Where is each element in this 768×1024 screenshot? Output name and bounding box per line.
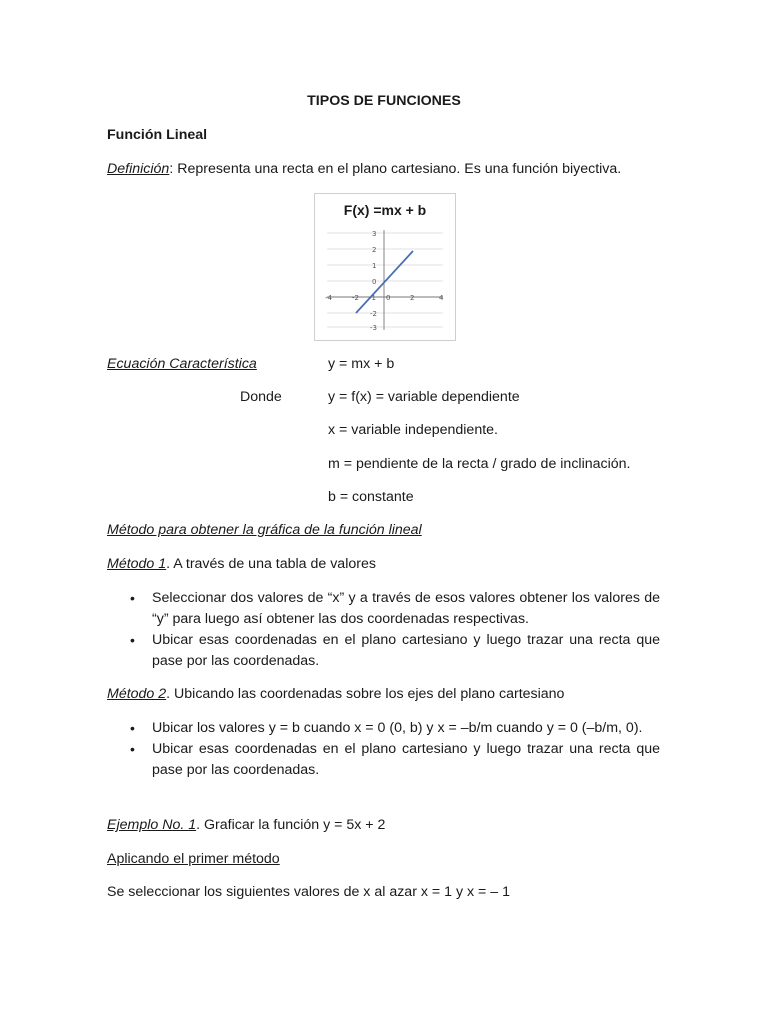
list-item: • Ubicar esas coordenadas en el plano cartesiano y luego trazar una recta que pase por las coordenadas. <box>107 739 660 781</box>
x-tick-label: 0 <box>386 294 391 302</box>
graph-plot <box>315 194 455 340</box>
y-tick-label: 0 <box>372 278 377 286</box>
y-tick-label: -3 <box>370 324 377 332</box>
section-heading: Función Lineal <box>107 127 208 143</box>
x-tick-label: -2 <box>352 294 359 302</box>
method2-paragraph <box>107 685 564 703</box>
method1-paragraph <box>107 555 376 573</box>
y-tick-label: 1 <box>372 262 377 270</box>
equation-label-line <box>107 355 257 373</box>
graph-gridlines <box>327 233 443 327</box>
definition-paragraph <box>107 160 621 178</box>
method-heading-line <box>107 521 422 539</box>
equation-item: y = f(x) = variable dependiente <box>328 389 520 405</box>
method1-text: . A través de una tabla de valores <box>166 556 376 572</box>
y-tick-label: -2 <box>370 310 377 318</box>
equation-formula: y = mx + b <box>328 356 395 372</box>
document-title: TIPOS DE FUNCIONES <box>307 93 461 109</box>
equation-item: x = variable independiente. <box>328 422 498 438</box>
select-values-text: Se seleccionar los siguientes valores de x al azar x = 1 y x = – 1 <box>107 884 510 900</box>
example-label: Ejemplo No. 1 <box>107 817 197 833</box>
apply-heading-line <box>107 850 280 868</box>
apply-heading: Aplicando el primer método <box>107 851 280 867</box>
x-tick-label: -1 <box>369 294 376 302</box>
function-line <box>356 251 413 313</box>
equation-label: Ecuación Característica <box>107 356 257 372</box>
example-paragraph <box>107 816 385 834</box>
method2-text: . Ubicando las coordenadas sobre los ejes del plano cartesiano <box>166 686 565 702</box>
list-item: • Seleccionar dos valores de “x” y a través de esos valores obtener los valores de “y” para luego así obtener las dos coordenadas respectivas. <box>107 588 660 630</box>
y-tick-label: 2 <box>372 246 377 254</box>
method2-label: Método 2 <box>107 686 167 702</box>
list-item: • Ubicar los valores y = b cuando x = 0 (0, b) y x = –b/m cuando y = 0 (–b/m, 0). <box>107 718 660 739</box>
example-text: . Graficar la función y = 5x + 2 <box>196 817 386 833</box>
x-tick-label: 2 <box>410 294 415 302</box>
method-heading: Método para obtener la gráfica de la función lineal <box>107 522 422 538</box>
equation-item: m = pendiente de la recta / grado de inclinación. <box>328 456 631 472</box>
method2-bullet-list <box>107 718 660 781</box>
definition-text: : Representa una recta en el plano cartesiano. Es una función biyectiva. <box>169 161 622 177</box>
where-label: Donde <box>240 389 282 405</box>
graph-title: F(x) =mx + b <box>343 202 427 218</box>
method1-label: Método 1 <box>107 556 167 572</box>
equation-item: b = constante <box>328 489 414 505</box>
x-tick-label: -4 <box>325 294 332 302</box>
definition-label: Definición <box>107 161 170 177</box>
linear-function-graph <box>314 193 456 341</box>
x-tick-label: 4 <box>439 294 444 302</box>
method1-bullet-list <box>107 588 660 672</box>
list-item: • Ubicar esas coordenadas en el plano cartesiano y luego trazar una recta que pase por las coordenadas. <box>107 630 660 672</box>
y-tick-label: 3 <box>372 230 377 238</box>
